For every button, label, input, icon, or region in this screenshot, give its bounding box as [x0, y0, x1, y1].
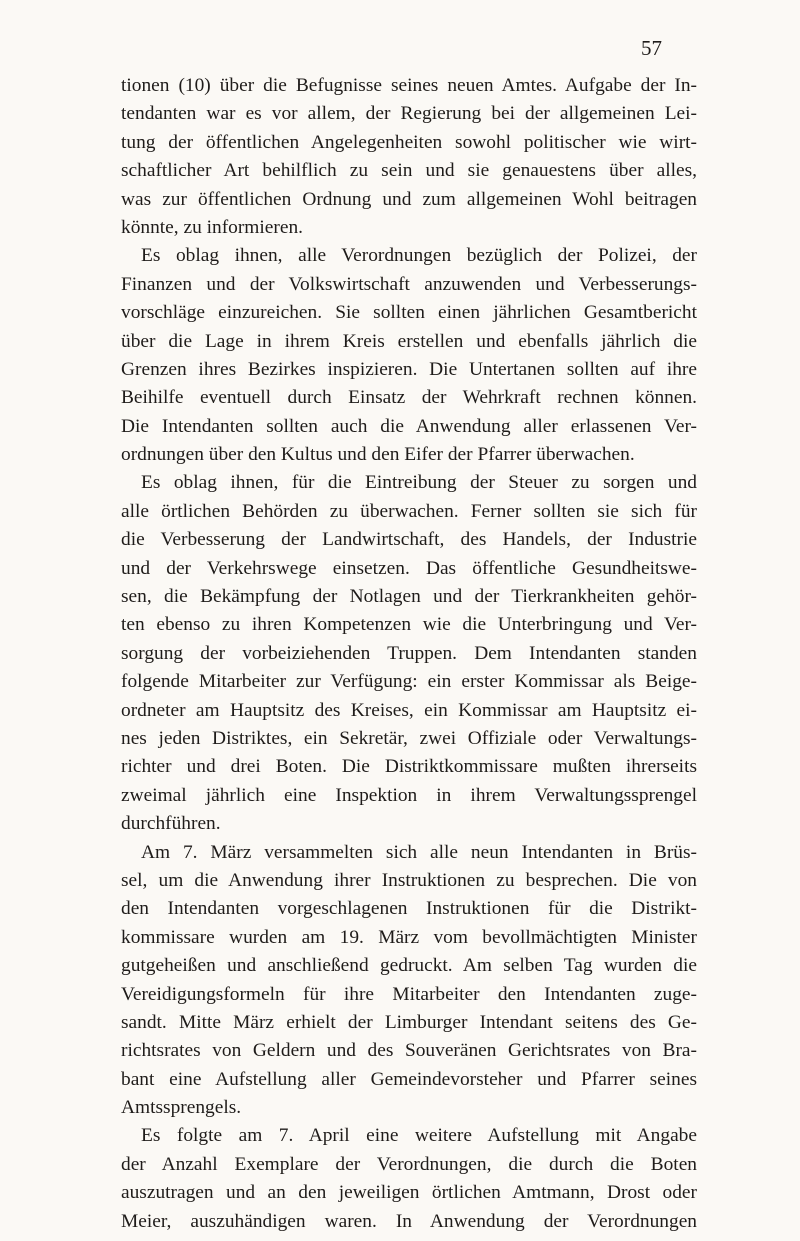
text-line: die Verbesserung der Landwirtschaft, des Handels, der Industrie [121, 529, 697, 551]
text-line: tung der öffentlichen Angelegenheiten sowohl politischer wie wirt- [121, 131, 697, 153]
text-line: alle örtlichen Behörden zu überwachen. Ferner sollten sie sich für [121, 500, 697, 522]
text-line: den Intendanten vorgeschlagenen Instruktionen für die Distrikt- [121, 898, 697, 920]
text-line: richtsrates von Geldern und des Souveränen Gerichtsrates von Bra- [121, 1040, 697, 1062]
text-line: Die Intendanten sollten auch die Anwendung aller erlassenen Ver- [121, 415, 697, 437]
text-line: über die Lage in ihrem Kreis erstellen und ebenfalls jährlich die [121, 330, 697, 352]
body-text [121, 72, 697, 1236]
text-line: vorschläge einzureichen. Sie sollten einen jährlichen Gesamtbericht [121, 302, 697, 324]
text-line: nes jeden Distriktes, ein Sekretär, zwei Offiziale oder Verwaltungs- [121, 727, 697, 749]
text-line: sen, die Bekämpfung der Notlagen und der Tierkrankheiten gehör- [121, 586, 697, 608]
text-line: zweimal jährlich eine Inspektion in ihrem Verwaltungssprengel [121, 784, 697, 806]
text-line: Grenzen ihres Bezirkes inspizieren. Die Untertanen sollten auf ihre [121, 358, 697, 380]
text-line: Es oblag ihnen, für die Eintreibung der Steuer zu sorgen und [141, 472, 697, 494]
text-line: schaftlicher Art behilflich zu sein und sie genauestens über alles, [121, 160, 697, 182]
text-line: Es oblag ihnen, alle Verordnungen bezüglich der Polizei, der [141, 245, 697, 267]
text-line: sorgung der vorbeiziehenden Truppen. Dem Intendanten standen [121, 642, 697, 664]
text-line: auszutragen und an den jeweiligen örtlichen Amtmann, Drost oder [121, 1182, 697, 1204]
text-line: könnte, zu informieren. [121, 216, 303, 238]
text-line: richter und drei Boten. Die Distriktkommissare mußten ihrerseits [121, 756, 697, 778]
text-line: ordnungen über den Kultus und den Eifer der Pfarrer überwachen. [121, 444, 635, 466]
text-line: tionen (10) über die Befugnisse seines neuen Amtes. Aufgabe der In- [121, 75, 697, 96]
text-line: gutgeheißen und anschließend gedruckt. Am selben Tag wurden die [121, 955, 697, 977]
text-line: sel, um die Anwendung ihrer Instruktionen zu besprechen. Die von [121, 869, 697, 891]
text-line: der Anzahl Exemplare der Verordnungen, die durch die Boten [121, 1153, 697, 1175]
text-line: Amtssprengels. [121, 1097, 242, 1119]
text-line: folgende Mitarbeiter zur Verfügung: ein erster Kommissar als Beige- [121, 671, 697, 693]
text-line: ten ebenso zu ihren Kompetenzen wie die Unterbringung und Ver- [121, 614, 697, 636]
text-line: durchführen. [121, 813, 221, 835]
text-line: Finanzen und der Volkswirtschaft anzuwenden und Verbesserungs- [121, 273, 697, 295]
text-line: ordneter am Hauptsitz des Kreises, ein Kommissar am Hauptsitz ei- [121, 699, 697, 721]
text-line: Meier, auszuhändigen waren. In Anwendung der Verordnungen [121, 1210, 697, 1232]
text-line: Vereidigungsformeln für ihre Mitarbeiter den Intendanten zuge- [121, 983, 697, 1005]
text-line: und der Verkehrswege einsetzen. Das öffentliche Gesundheitswe- [121, 557, 697, 579]
text-line: bant eine Aufstellung aller Gemeindevorsteher und Pfarrer seines [121, 1068, 697, 1090]
text-line: sandt. Mitte März erhielt der Limburger Intendant seitens des Ge- [121, 1011, 697, 1033]
text-line: Es folgte am 7. April eine weitere Aufstellung mit Angabe [141, 1125, 697, 1147]
text-line: Am 7. März versammelten sich alle neun Intendanten in Brüs- [141, 841, 697, 863]
text-line: Beihilfe eventuell durch Einsatz der Wehrkraft rechnen können. [121, 387, 697, 409]
page-number: 57 [641, 36, 662, 60]
text-line: kommissare wurden am 19. März vom bevollmächtigten Minister [121, 926, 697, 948]
text-line: was zur öffentlichen Ordnung und zum allgemeinen Wohl beitragen [121, 188, 697, 210]
text-line: tendanten war es vor allem, der Regierung bei der allgemeinen Lei- [121, 103, 697, 125]
